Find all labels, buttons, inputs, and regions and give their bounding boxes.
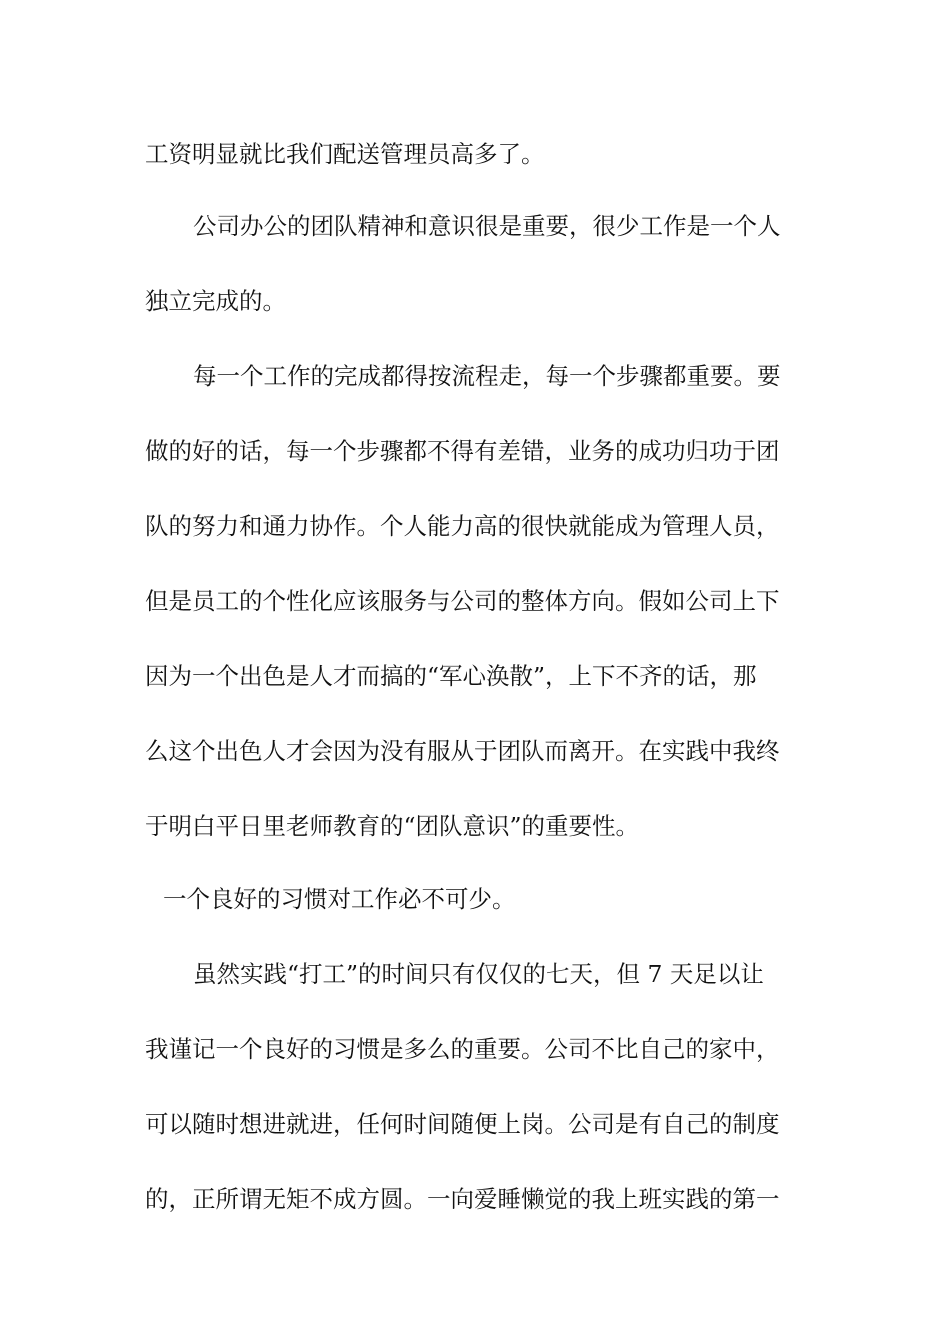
paragraph-line: 独立完成的。 [145,287,286,315]
paragraph-line: 队的努力和通力协作。个人能力高的很快就能成为管理人员， [145,512,780,540]
paragraph-line: 因为一个出色是人才而搞的“军心涣散”，上下不齐的话，那 [145,662,757,690]
paragraph-line: 虽然实践“打工”的时间只有仅仅的七天，但 7 天足以让 [193,960,764,988]
paragraph-line: 么这个出色人才会因为没有服从于团队而离开。在实践中我终 [145,737,780,765]
paragraph-line: 工资明显就比我们配送管理员高多了。 [145,140,545,168]
paragraph-line: 我谨记一个良好的习惯是多么的重要。公司不比自己的家中， [145,1035,780,1063]
paragraph-line: 公司办公的团队精神和意识很是重要，很少工作是一个人 [193,212,781,240]
paragraph-line: 的，正所谓无矩不成方圆。一向爱睡懒觉的我上班实践的第一 [145,1185,780,1213]
paragraph-line: 一个良好的习惯对工作必不可少。 [163,885,516,913]
paragraph-line: 但是员工的个性化应该服务与公司的整体方向。假如公司上下 [145,587,780,615]
paragraph-line: 于明白平日里老师教育的“团队意识”的重要性。 [145,812,640,840]
paragraph-line: 每一个工作的完成都得按流程走，每一个步骤都重要。要 [193,362,781,390]
paragraph-line: 做的好的话，每一个步骤都不得有差错，业务的成功归功于团 [145,437,780,465]
paragraph-line: 可以随时想进就进，任何时间随便上岗。公司是有自己的制度 [145,1110,780,1138]
